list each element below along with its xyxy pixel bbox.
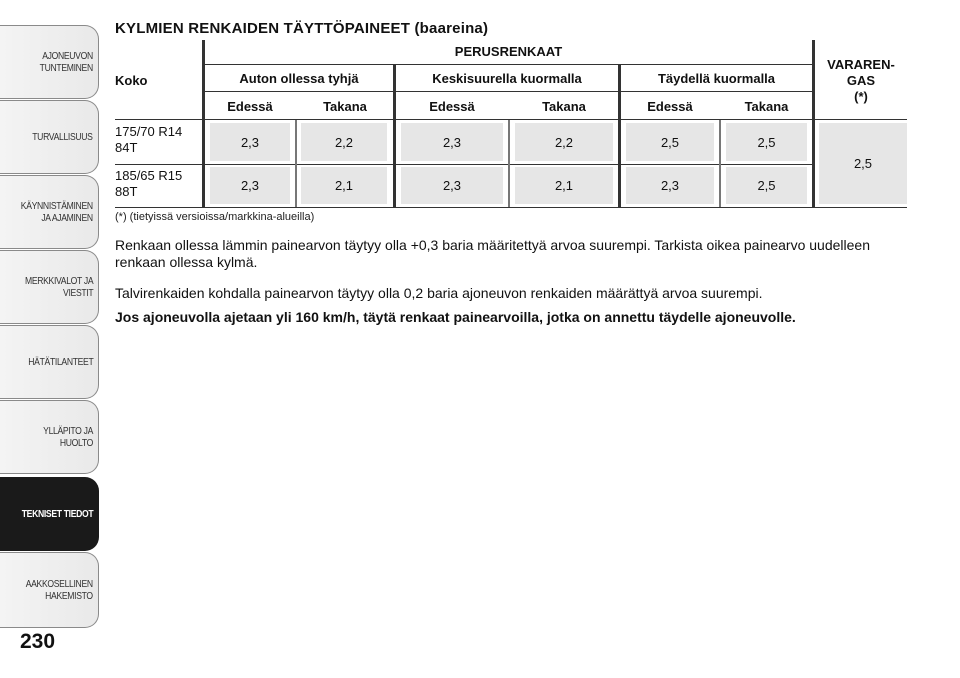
subheader-takana: Takana (323, 99, 367, 114)
tab-aakkosellinen-hakemisto[interactable]: AAKKOSELLINEN HAKEMISTO (0, 552, 99, 628)
tab-yllapito-ja-huolto[interactable]: YLLÄPITO JA HUOLTO (0, 400, 99, 474)
table-divider (295, 120, 297, 207)
vararengas-value: 2,5 (819, 123, 907, 204)
tire-pressure-table (115, 40, 907, 210)
table-cell: 2,1 (301, 167, 387, 204)
table-cell: 2,1 (515, 167, 613, 204)
table-cell: 2,3 (401, 123, 503, 161)
table-cell: 2,2 (515, 123, 613, 161)
paragraph-warm-tire: Renkaan ollessa lämmin painearvon täytyy olla +0,3 baria määritettyä arvoa suurempi. Tarkista oikea painearvo uudelleen renkaan ollessa kylmä. (115, 237, 870, 270)
tab-kaynnistaminen-ja-ajaminen[interactable]: KÄYNNISTÄMINEN JA AJAMINEN (0, 175, 99, 249)
tab-merkkivalot-ja-viestit[interactable]: MERKKIVALOT JA VIESTIT (0, 250, 99, 324)
page-number: 230 (20, 630, 56, 653)
table-divider (719, 120, 721, 207)
table-cell: 2,5 (726, 123, 807, 161)
table-rule (115, 164, 812, 165)
table-rule (115, 207, 907, 208)
header-auton-ollessa-tyhja: Auton ollessa tyhjä (239, 71, 359, 86)
subheader-edessa: Edessä (647, 99, 693, 114)
tab-tekniset-tiedot[interactable]: TEKNISET TIEDOT (0, 477, 99, 551)
paragraph-high-speed: Jos ajoneuvolla ajetaan yli 160 km/h, täytä renkaat painearvoilla, jotka on annettu täydelle ajoneuvolle. (115, 309, 796, 325)
table-cell: 2,3 (626, 167, 714, 204)
paragraph-winter-tires: Talvirenkaiden kohdalla painearvon täytyy olla 0,2 baria ajoneuvon renkaiden määrättyä arvoa suurempi. (115, 285, 763, 301)
table-footnote: (*) (tietyissä versioissa/markkina-alueilla) (115, 211, 315, 223)
subheader-edessa: Edessä (227, 99, 273, 114)
table-row-size: 175/70 R14 84T (115, 124, 183, 155)
table-cell: 2,5 (626, 123, 714, 161)
table-rule (205, 64, 812, 65)
subheader-takana: Takana (542, 99, 586, 114)
header-perusrenkaat: PERUSRENKAAT (454, 44, 563, 59)
table-cell: 2,3 (210, 167, 290, 204)
table-cell: 2,3 (210, 123, 290, 161)
section-title: KYLMIEN RENKAIDEN TÄYTTÖPAINEET (baareina) (115, 20, 489, 37)
header-vararengas: VARAREN- GAS (*) (827, 57, 895, 104)
table-rule (205, 91, 812, 92)
tab-turvallisuus[interactable]: TURVALLISUUS (0, 100, 99, 174)
table-cell: 2,3 (401, 167, 503, 204)
table-cell: 2,5 (726, 167, 807, 204)
table-row-size: 185/65 R15 88T (115, 168, 183, 199)
subheader-takana: Takana (744, 99, 789, 114)
header-koko: Koko (115, 73, 148, 88)
table-divider (508, 120, 510, 207)
header-taydella-kuormalla: Täydellä kuormalla (657, 71, 776, 86)
tab-hatatilanteet[interactable]: HÄTÄTILANTEET (0, 325, 99, 399)
table-divider (202, 40, 205, 207)
table-rule (115, 119, 907, 120)
header-keskisuurella-kuormalla: Keskisuurella kuormalla (432, 71, 582, 86)
table-cell: 2,2 (301, 123, 387, 161)
tab-ajoneuvon-tunteminen[interactable]: AJONEUVON TUNTEMINEN (0, 25, 99, 99)
subheader-edessa: Edessä (429, 99, 475, 114)
